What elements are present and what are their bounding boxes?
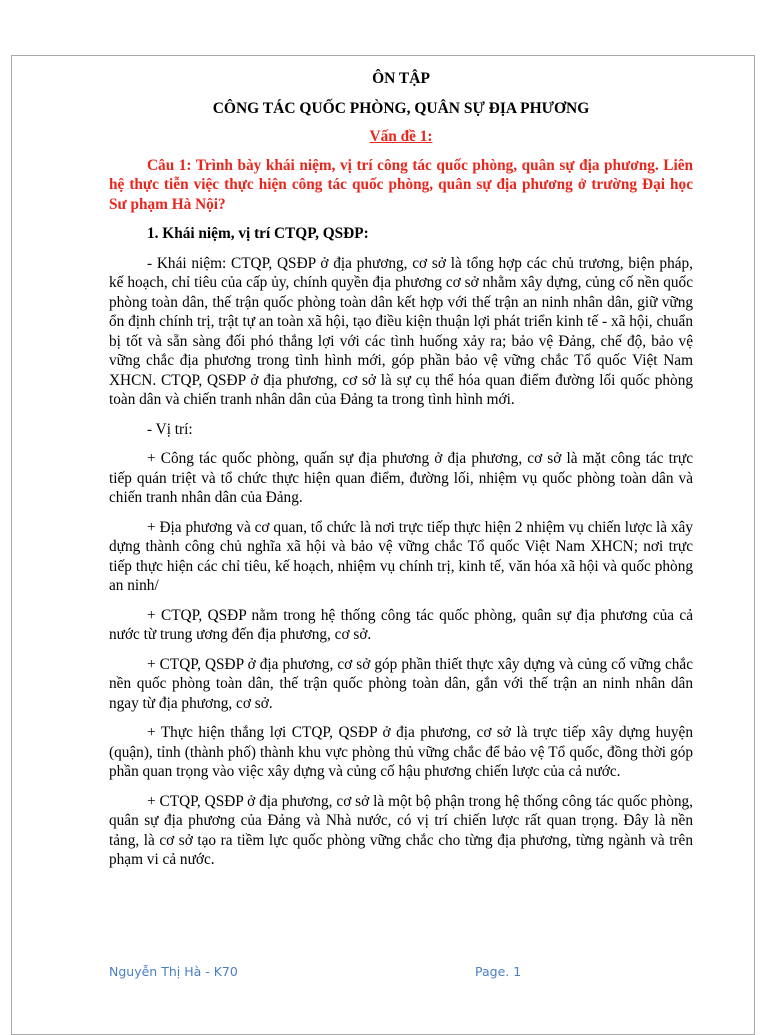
section-heading: 1. Khái niệm, vị trí CTQP, QSĐP:: [147, 225, 369, 242]
paragraph: + Công tác quốc phòng, quấn sự địa phương ở địa phương, cơ sở là mặt công tác trực tiếp quán triệt và tổ chức thực hiện quan điểm, đường lối, nhiệm vụ quốc phòng toàn dân và chiến tranh nhân dân của Đảng.: [109, 450, 693, 506]
paragraph: - Khái niệm: CTQP, QSĐP ở địa phương, cơ sở là tổng hợp các chủ trương, biện pháp, kế hoạch, chỉ tiêu của cấp ủy, chính quyền địa phương cơ sở nhằm xây dựng, củng cố nền quốc phòng toàn dân, thế trận quốc phòng toàn dân kết hợp với thế trận an ninh nhân dân, giữ vững ổn định chính trị, trật tự an toàn xã hội, tạo điều kiện thuận lợi phát triển kinh tế - xã hội, chuẩn bị tốt và sẵn sàng đối phó thắng lợi với các tình huống xảy ra; bảo vệ Đảng, chế độ, bảo vệ vững chắc địa phương trong tình hình mới, góp phần bảo vệ vững chắc Tổ quốc Việt Nam XHCN. CTQP, QSĐP ở địa phương, cơ sở là sự cụ thể hóa quan điểm đường lối quốc phòng toàn dân và chiến tranh nhân dân của Đảng ta trong tình hình mới.: [109, 254, 693, 408]
footer-page-number: Page. 1: [475, 964, 522, 979]
document-subtitle: CÔNG TÁC QUỐC PHÒNG, QUÂN SỰ ĐỊA PHƯƠNG: [212, 99, 590, 117]
paragraph: + CTQP, QSĐP nằm trong hệ thống công tác quốc phòng, quân sự địa phương của cả nước từ trung ương đến địa phương, cơ sở.: [109, 606, 693, 643]
document-body: [109, 64, 693, 870]
paragraph: + CTQP, QSĐP ở địa phương, cơ sở góp phần thiết thực xây dựng và củng cố vững chắc nền quốc phòng toàn dân, thế trận quốc phòng toàn dân, gắn với thế trận an ninh nhân dân ngay từ địa phương, cơ sở.: [109, 655, 693, 712]
paragraph: + Thực hiện thắng lợi CTQP, QSĐP ở địa phương, cơ sở là trực tiếp xây dựng huyện (quận), tỉnh (thành phố) thành khu vực phòng thủ vững chắc để bảo vệ Tổ quốc, đồng thời góp phần quan trọng vào việc xây dựng và củng cố hậu phương chiến lược của cả nước.: [109, 724, 693, 780]
paragraph: - Vị trí:: [147, 420, 193, 438]
paragraph: + CTQP, QSĐP ở địa phương, cơ sở là một bộ phận trong hệ thống công tác quốc phòng, quân sự địa phương của Đảng và Nhà nước, có vị trí chiến lược rất quan trọng. Đây là nền tảng, là cơ sở tạo ra tiềm lực quốc phòng vững chắc cho từng địa phương, từng ngành và trên phạm vi cả nước.: [109, 792, 693, 868]
paragraph: + Địa phương và cơ quan, tổ chức là nơi trực tiếp thực hiện 2 nhiệm vụ chiến lược là xây dựng thành công chủ nghĩa xã hội và bảo vệ vững chắc Tổ quốc Việt Nam XHCN; nơi trực tiếp thực hiện các chỉ tiêu, kế hoạch, nhiệm vụ chính trị, kinh tế, văn hóa xã hội và quốc phòng an ninh/: [109, 518, 693, 594]
problem-label: Vấn đề 1:: [369, 128, 433, 145]
document-title: ÔN TẬP: [372, 70, 430, 87]
footer-author: Nguyễn Thị Hà - K70: [109, 964, 238, 979]
question-text: Câu 1: Trình bày khái niệm, vị trí công tác quốc phòng, quân sự địa phương. Liên hệ thực tiễn việc thực hiện công tác quốc phòng, quân sự địa phương ở trường Đại học Sư phạm Hà Nội?: [109, 156, 693, 213]
